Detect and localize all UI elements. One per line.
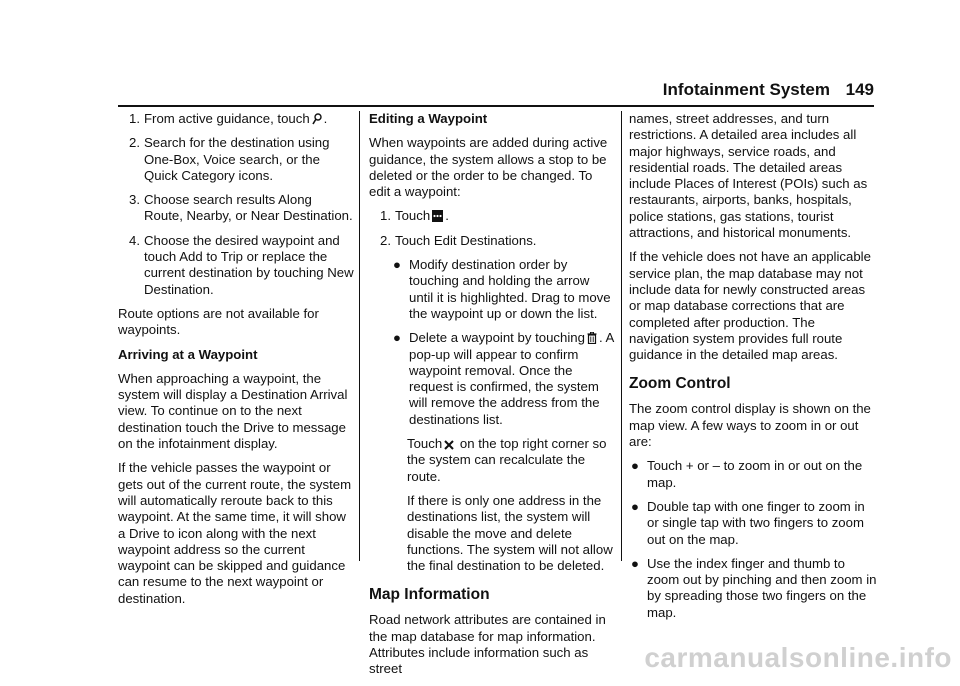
close-icon bbox=[444, 440, 454, 450]
list-item: ● Modify destination order by touching and holding the arrow until it is highlighted. Drag to move the waypoint up or down the list. bbox=[393, 257, 611, 321]
route-options-note: Route options are not available for waypoints. bbox=[118, 305, 319, 338]
bullet-icon: ● bbox=[631, 458, 639, 474]
list-item: ● Touch + or – to zoom in or out on the map. bbox=[631, 458, 863, 490]
zoom-heading: Zoom Control bbox=[629, 375, 731, 393]
touch-close-paragraph: Touch on the top right corner so the system can recalculate the route. bbox=[407, 436, 607, 484]
bullet-icon: ● bbox=[393, 330, 401, 346]
step-item: 3. Choose search results Along Route, Nearby, or Near Destination. bbox=[129, 192, 353, 224]
trash-icon bbox=[587, 332, 597, 344]
step-item: 2. Touch Edit Destinations. bbox=[380, 232, 537, 248]
header-rule bbox=[118, 105, 874, 107]
bullet-icon: ● bbox=[393, 257, 401, 273]
map-info-heading: Map Information bbox=[369, 586, 490, 604]
bullet-icon: ● bbox=[631, 555, 639, 571]
menu-dots-icon bbox=[432, 210, 443, 222]
zoom-paragraph: The zoom control display is shown on the map view. A few ways to zoom in or out are: bbox=[629, 401, 871, 450]
editing-paragraph: When waypoints are added during active guidance, the system allows a stop to be deleted or the order to be changed. To edit a waypoint: bbox=[369, 135, 608, 200]
map-info-paragraph-cont: names, street addresses, and turn restrictions. A detailed area includes all major highways, service roads, and residential roads. The detailed areas include Places of Interest (POIs) such as restaurants, airports, banks, hospitals, police stations, gas stations, tourist attractions, and historical monuments. bbox=[629, 111, 868, 241]
page-header bbox=[118, 80, 874, 106]
reroute-paragraph: If the vehicle passes the waypoint or gets out of the current route, the system will automatically reroute back to this waypoint. At the same time, it will show a Drive to icon along with the next waypoint address so the current waypoint can be skipped and guidance can resume to the next waypoint or destination. bbox=[118, 460, 352, 606]
step-item: 1. Touch . bbox=[380, 208, 449, 224]
list-item: ● Use the index finger and thumb to zoom out by pinching and then zoom in by spreading those two fingers on the map. bbox=[631, 555, 877, 620]
arriving-heading: Arriving at a Waypoint bbox=[118, 346, 258, 362]
column-divider bbox=[359, 111, 360, 561]
step-item: 1. From active guidance, touch . bbox=[129, 111, 328, 126]
column-1 bbox=[118, 111, 354, 615]
arriving-paragraph: When approaching a waypoint, the system will display a Destination Arrival view. To continue on to the next destination touch the Drive to message on the infotainment display. bbox=[118, 370, 348, 452]
column-3 bbox=[629, 111, 877, 629]
only-one-paragraph: If there is only one address in the destinations list, the system will disable the move and delete functions. The system will not allow the final destination to be deleted. bbox=[407, 492, 613, 574]
step-item: 2. Search for the destination using One-Box, Voice search, or the Quick Category icons. bbox=[129, 135, 330, 183]
step-item: 4. Choose the desired waypoint and touch Add to Trip or replace the current destination by touching New Destination. bbox=[129, 232, 354, 297]
editing-heading: Editing a Waypoint bbox=[369, 111, 488, 126]
pin-icon bbox=[312, 113, 322, 125]
watermark: carmanualsonline.info bbox=[644, 642, 952, 673]
bullet-icon: ● bbox=[631, 498, 639, 514]
service-plan-paragraph: If the vehicle does not have an applicable service plan, the map database may not include data for newly constructed areas or map database corrections that are completed after production. The navigation system provides full route guidance in the detailed map areas. bbox=[629, 249, 871, 363]
section-title: Infotainment System bbox=[662, 80, 830, 99]
list-item: ● Delete a waypoint by touching . A pop-up will appear to confirm waypoint removal. Once the request is confirmed, the system will remove the address from the destinations list. bbox=[393, 330, 614, 427]
map-info-paragraph: Road network attributes are contained in the map database for map information. Attributes include information such as street bbox=[369, 612, 606, 677]
list-item: ● Double tap with one finger to zoom in or single tap with two fingers to zoom out on the map. bbox=[631, 498, 865, 547]
column-2 bbox=[369, 111, 617, 686]
column-divider bbox=[621, 111, 622, 561]
page-number: 149 bbox=[845, 80, 874, 99]
